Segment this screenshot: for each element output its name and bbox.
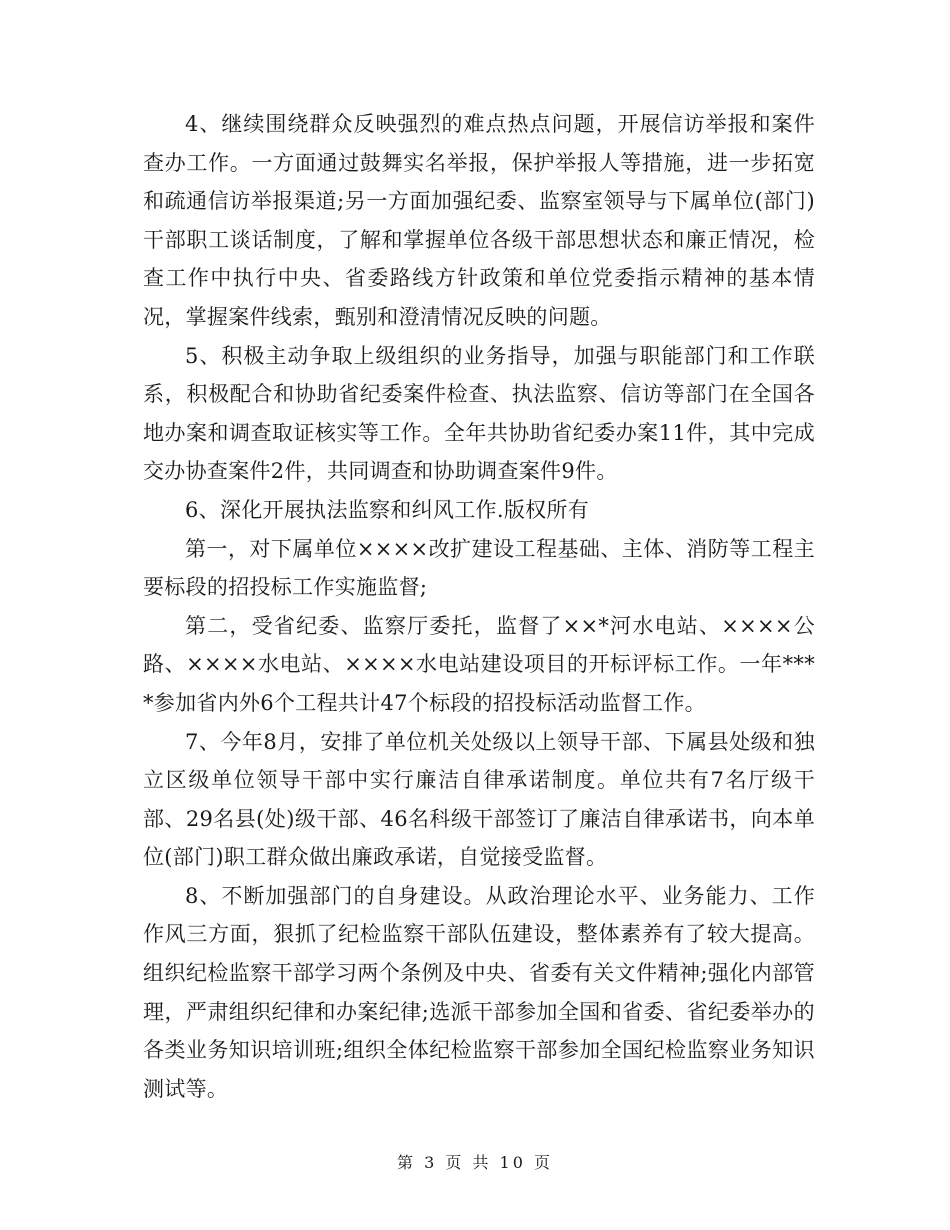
page-number-footer: 第 3 页 共 10 页 (397, 1153, 553, 1172)
document-body (143, 105, 815, 1108)
paragraph-5-business-guidance: 5、积极主动争取上级组织的业务指导，加强与职能部门和工作联系，积极配合和协助省纪委案件检查、执法监察、信访等部门在全国各地办案和调查取证核实等工作。全年共协助省纪委办案11件，其中完成交办协查案件2件，共同调查和协助调查案件9件。 (143, 343, 815, 484)
paragraph-8-self-construction: 8、不断加强部门的自身建设。从政治理论水平、业务能力、工作作风三方面，狠抓了纪检监察干部队伍建设，整体素养有了较大提高。组织纪检监察干部学习两个条例及中央、省委有关文件精神;强化内部管理，严肃组织纪律和办案纪律;选派干部参加全国和省委、省纪委举办的各类业务知识培训班;组织全体纪检监察干部参加全国纪检监察业务知识测试等。 (143, 883, 815, 1101)
paragraph-7-integrity-commitment: 7、今年8月，安排了单位机关处级以上领导干部、下属县处级和独立区级单位领导干部中实行廉洁自律承诺制度。单位共有7名厅级干部、29名县(处)级干部、46名科级干部签订了廉洁自律承诺书，向本单位(部门)职工群众做出廉政承诺，自觉接受监督。 (143, 729, 815, 870)
paragraph-first-bidding-supervision: 第一，对下属单位××××改扩建设工程基础、主体、消防等工程主要标段的招投标工作实施监督; (143, 536, 815, 600)
paragraph-6-supervision-heading: 6、深化开展执法监察和纠风工作.版权所有 (185, 497, 590, 522)
paragraph-second-entrusted-supervision: 第二，受省纪委、监察厅委托，监督了××*河水电站、××××公路、××××水电站、××××水电站建设项目的开标评标工作。一年****参加省内外6个工程共计47个标段的招投标活动监督工作。 (143, 613, 815, 715)
paragraph-4-letters-and-cases: 4、继续围绕群众反映强烈的难点热点问题，开展信访举报和案件查办工作。一方面通过鼓舞实名举报，保护举报人等措施，进一步拓宽和疏通信访举报渠道;另一方面加强纪委、监察室领导与下属单位(部门)干部职工谈话制度，了解和掌握单位各级干部思想状态和廉正情况，检查工作中执行中央、省委路线方针政策和单位党委指示精神的基本情况，掌握案件线索，甄别和澄清情况反映的问题。 (143, 112, 815, 329)
